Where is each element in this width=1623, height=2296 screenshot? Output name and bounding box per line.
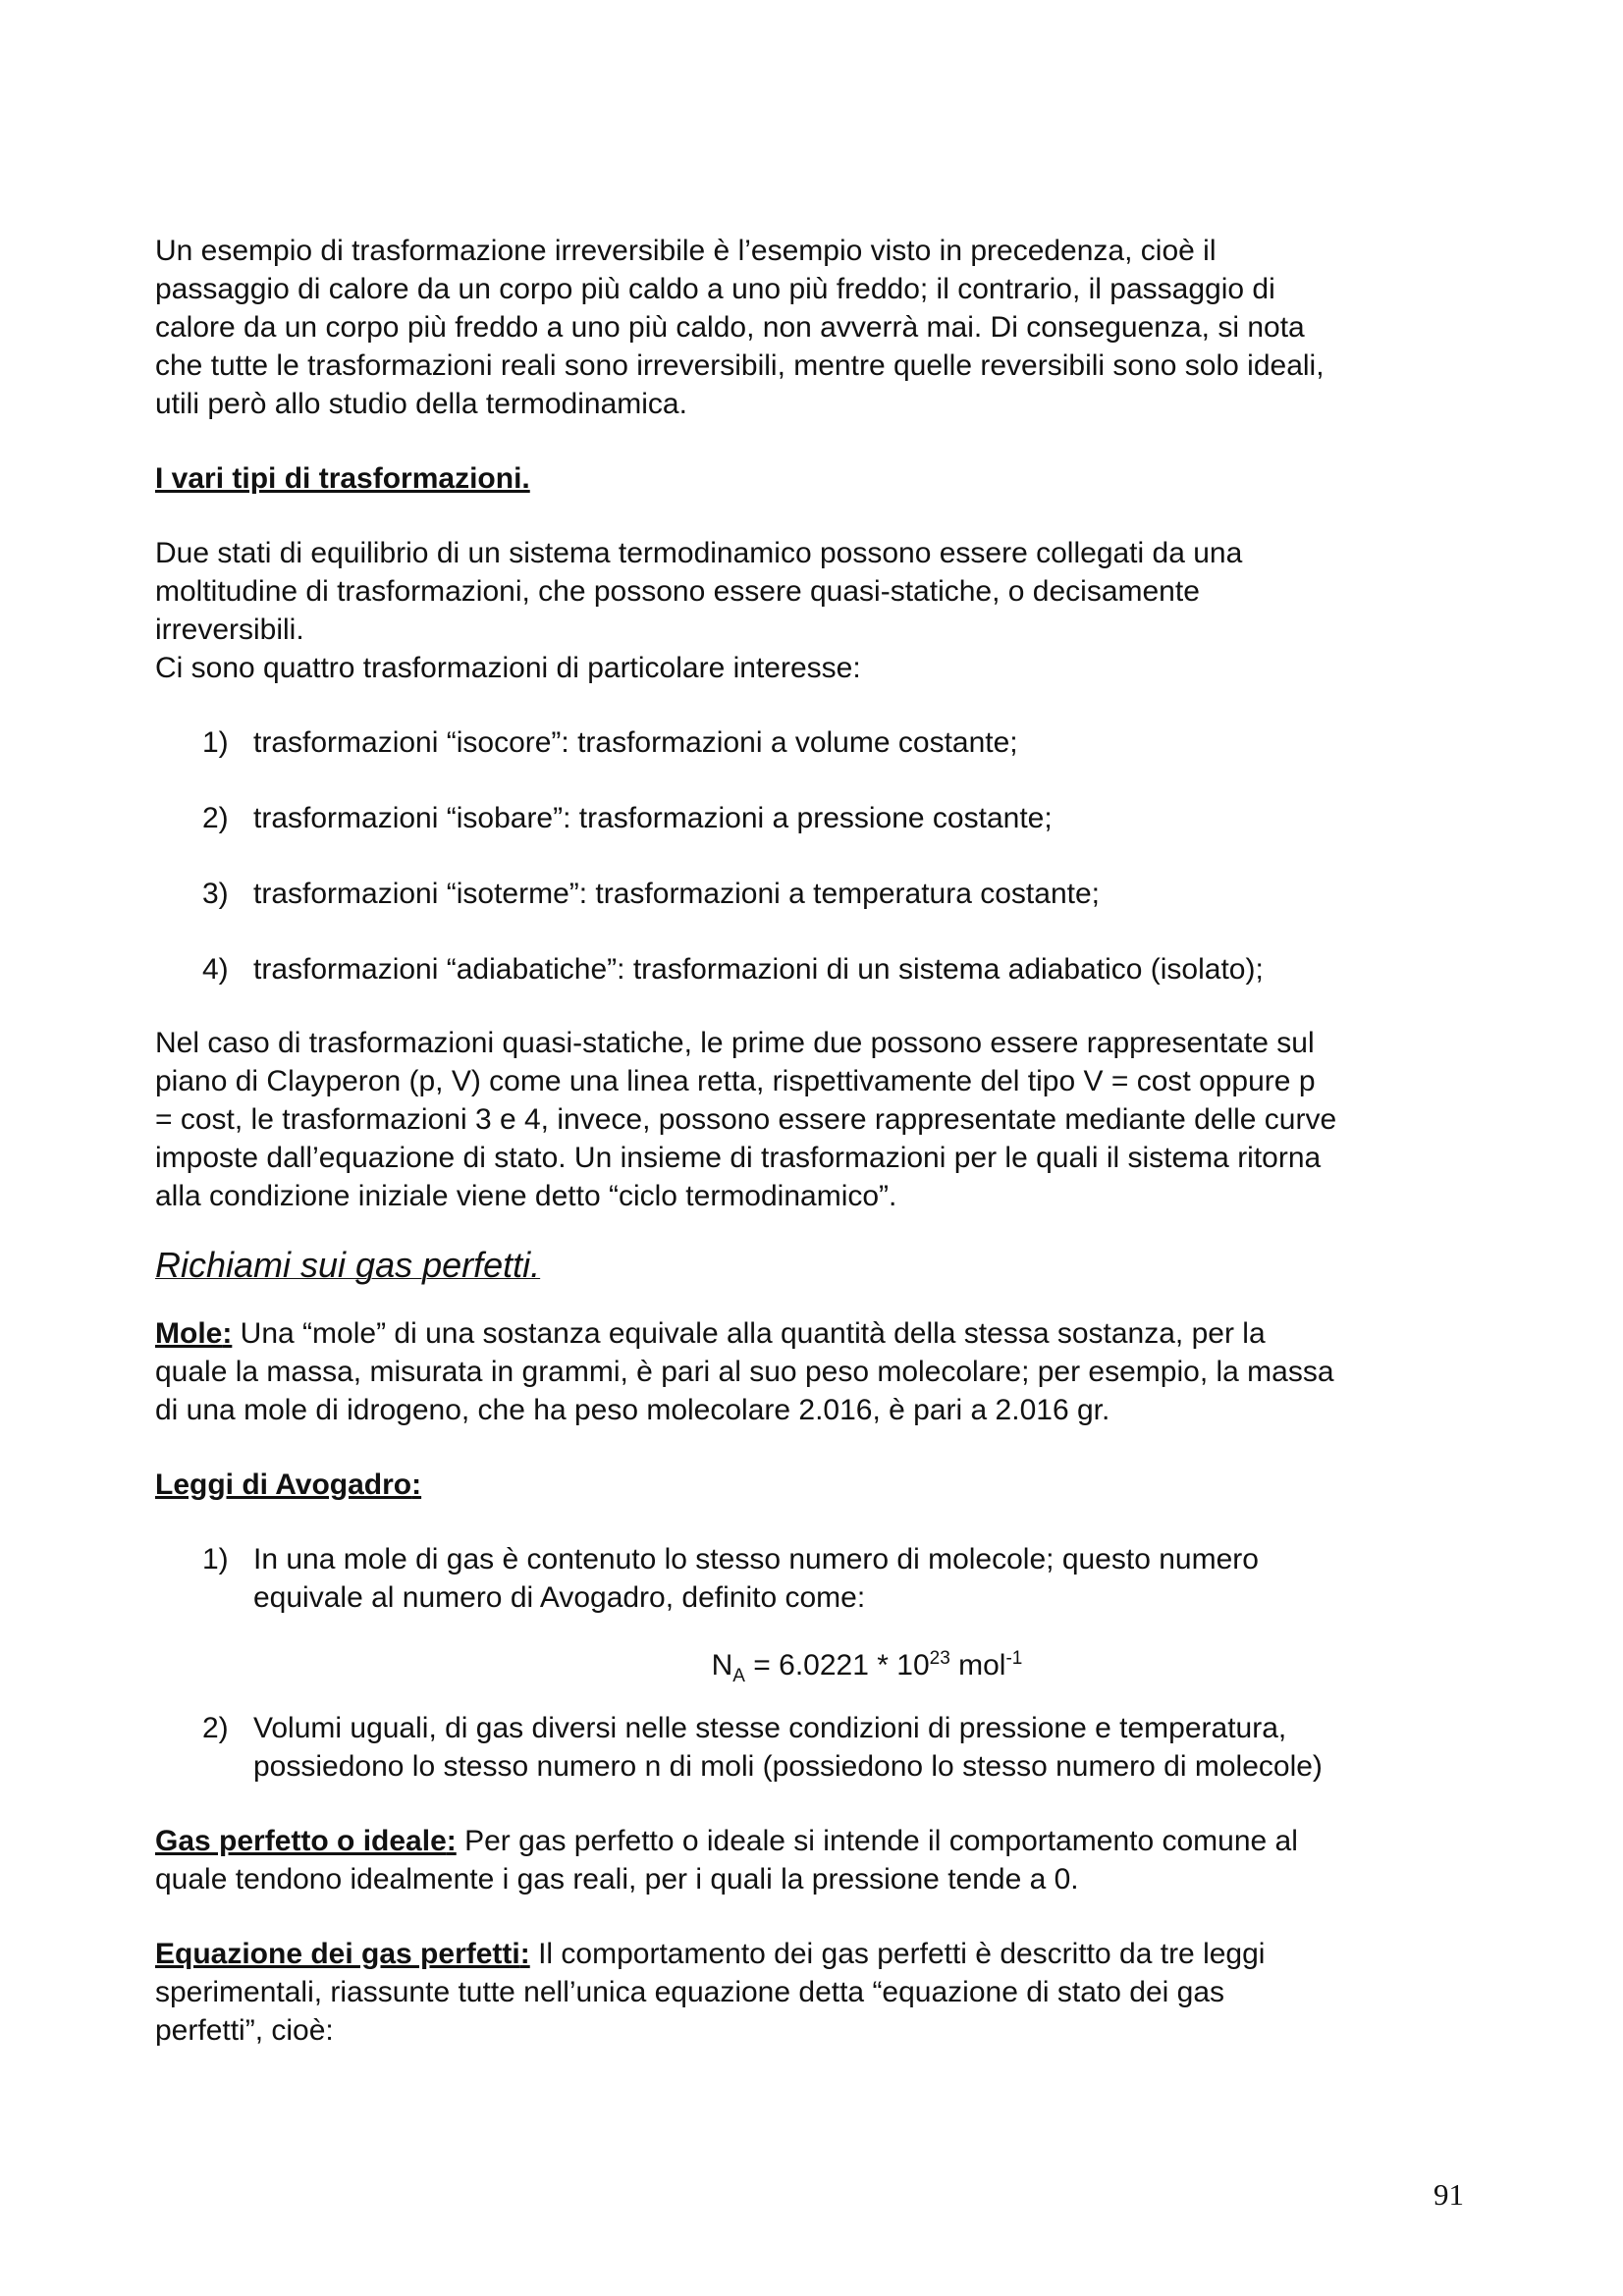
list-text (253, 1709, 1481, 1786)
intro-paragraph (155, 232, 1481, 423)
text-line: Ci sono quattro trasformazioni di particolare interesse: (155, 652, 861, 684)
text-line: quale la massa, misurata in grammi, è pari al suo peso molecolare; per esempio, la massa (155, 1356, 1334, 1388)
formula-subscript: A (732, 1666, 745, 1686)
list-item (155, 1540, 1481, 1617)
avogadro-term: Leggi di Avogadro (155, 1468, 412, 1501)
formula-unit-exponent: -1 (1005, 1648, 1023, 1669)
avogadro-list (155, 1540, 1481, 1617)
list-text (253, 1540, 1481, 1617)
text-line: calore da un corpo più freddo a uno più caldo, non avverrà mai. Di conseguenza, si nota (155, 311, 1305, 344)
text-line: alla condizione iniziale viene detto “ciclo termodinamico”. (155, 1180, 897, 1212)
text-line: Nel caso di trasformazioni quasi-statiche, le prime due possono essere rappresentate sul (155, 1027, 1315, 1059)
text-line: sperimentali, riassunte tutte nell’unica equazione detta “equazione di stato dei gas (155, 1976, 1225, 2008)
text-line: imposte dall’equazione di stato. Un insieme di trasformazioni per le quali il sistema ritorna (155, 1142, 1322, 1174)
equation-paragraph (155, 1935, 1481, 2050)
text-line: moltitudine di trasformazioni, che possono essere quasi-statiche, o decisamente (155, 575, 1200, 608)
text-line: Volumi uguali, di gas diversi nelle stesse condizioni di pressione e temperatura, (253, 1712, 1287, 1744)
text-line: equivale al numero di Avogadro, definito come: (253, 1581, 866, 1614)
ideal-gas-term: Gas perfetto o ideale (155, 1825, 447, 1857)
text-line: = cost, le trasformazioni 3 e 4, invece, possono essere rappresentate mediante delle curve (155, 1103, 1337, 1136)
list-text: trasformazioni “isoterme”: trasformazioni a temperatura costante; (253, 878, 1100, 910)
text-line (155, 1314, 1481, 1353)
text-fragment: Il comportamento dei gas perfetti è descritto da tre leggi (529, 1938, 1266, 1970)
text-line: piano di Clayperon (p, V) come una linea retta, rispettivamente del tipo V = cost oppure p (155, 1065, 1316, 1097)
gas-section-title: Richiami sui gas perfetti. (155, 1245, 541, 1285)
list-number: 1) (202, 726, 229, 759)
clayperon-paragraph (155, 1024, 1481, 1215)
list-item (155, 1709, 1481, 1786)
mole-paragraph (155, 1314, 1481, 1429)
text-line: perfetti”, cioè: (155, 2014, 334, 2047)
equation-term: Equazione dei gas perfetti (155, 1938, 520, 1970)
list-text: trasformazioni “isobare”: trasformazioni a pressione costante; (253, 802, 1053, 834)
text-line (155, 1822, 1481, 1860)
avogadro-heading (155, 1466, 1481, 1504)
list-item (155, 723, 1481, 762)
text-line: possiedono lo stesso numero n di moli (possiedono lo stesso numero di molecole) (253, 1750, 1323, 1783)
text-line: di una mole di idrogeno, che ha peso molecolare 2.016, è pari a 2.016 gr. (155, 1394, 1110, 1426)
list-text: trasformazioni “isocore”: trasformazioni a volume costante; (253, 726, 1018, 759)
list-number: 4) (202, 953, 229, 986)
avogadro-formula (155, 1646, 1481, 1684)
list-number: 1) (202, 1543, 229, 1575)
ideal-gas-paragraph (155, 1822, 1481, 1898)
text-line: irreversibili. (155, 614, 304, 646)
text-line: Due stati di equilibrio di un sistema termodinamico possono essere collegati da una (155, 537, 1243, 569)
text-line: In una mole di gas è contenuto lo stesso numero di molecole; questo numero (253, 1543, 1259, 1575)
types-heading: I vari tipi di trasformazioni. (155, 462, 530, 495)
text-line: utili però allo studio della termodinamica. (155, 388, 687, 420)
text-line: passaggio di calore da un corpo più caldo a uno più freddo; il contrario, il passaggio di (155, 273, 1275, 305)
term-colon: : (222, 1317, 233, 1350)
text-line (155, 1935, 1481, 1973)
text-line: Un esempio di trasformazione irreversibile è l’esempio visto in precedenza, cioè il (155, 235, 1217, 267)
formula-value: = 6.0221 * 10 (744, 1649, 930, 1682)
list-item (155, 950, 1481, 988)
text-line: che tutte le trasformazioni reali sono irreversibili, mentre quelle reversibili sono solo ideali, (155, 349, 1325, 382)
term-colon: : (519, 1938, 530, 1970)
term-colon: : (446, 1825, 457, 1857)
avogadro-list-cont (155, 1709, 1481, 1786)
transformation-list (155, 723, 1481, 988)
document-page (155, 232, 1481, 2050)
mole-term: Mole (155, 1317, 223, 1350)
list-number: 2) (202, 1712, 229, 1744)
list-item (155, 875, 1481, 913)
formula-exponent: 23 (929, 1648, 950, 1669)
formula-symbol: N (711, 1649, 733, 1682)
page-number: 91 (1434, 2177, 1464, 2212)
formula-unit: mol (949, 1649, 1006, 1682)
list-item (155, 799, 1481, 837)
list-number: 2) (202, 802, 229, 834)
list-number: 3) (202, 878, 229, 910)
text-line: quale tendono idealmente i gas reali, per i quali la pressione tende a 0. (155, 1863, 1079, 1896)
text-fragment: Per gas perfetto o ideale si intende il comportamento comune al (456, 1825, 1298, 1857)
term-colon: : (411, 1468, 422, 1501)
text-fragment: Una “mole” di una sostanza equivale alla quantità della stessa sostanza, per la (232, 1317, 1266, 1350)
list-text: trasformazioni “adiabatiche”: trasformazioni di un sistema adiabatico (isolato); (253, 953, 1264, 986)
types-paragraph (155, 534, 1481, 687)
